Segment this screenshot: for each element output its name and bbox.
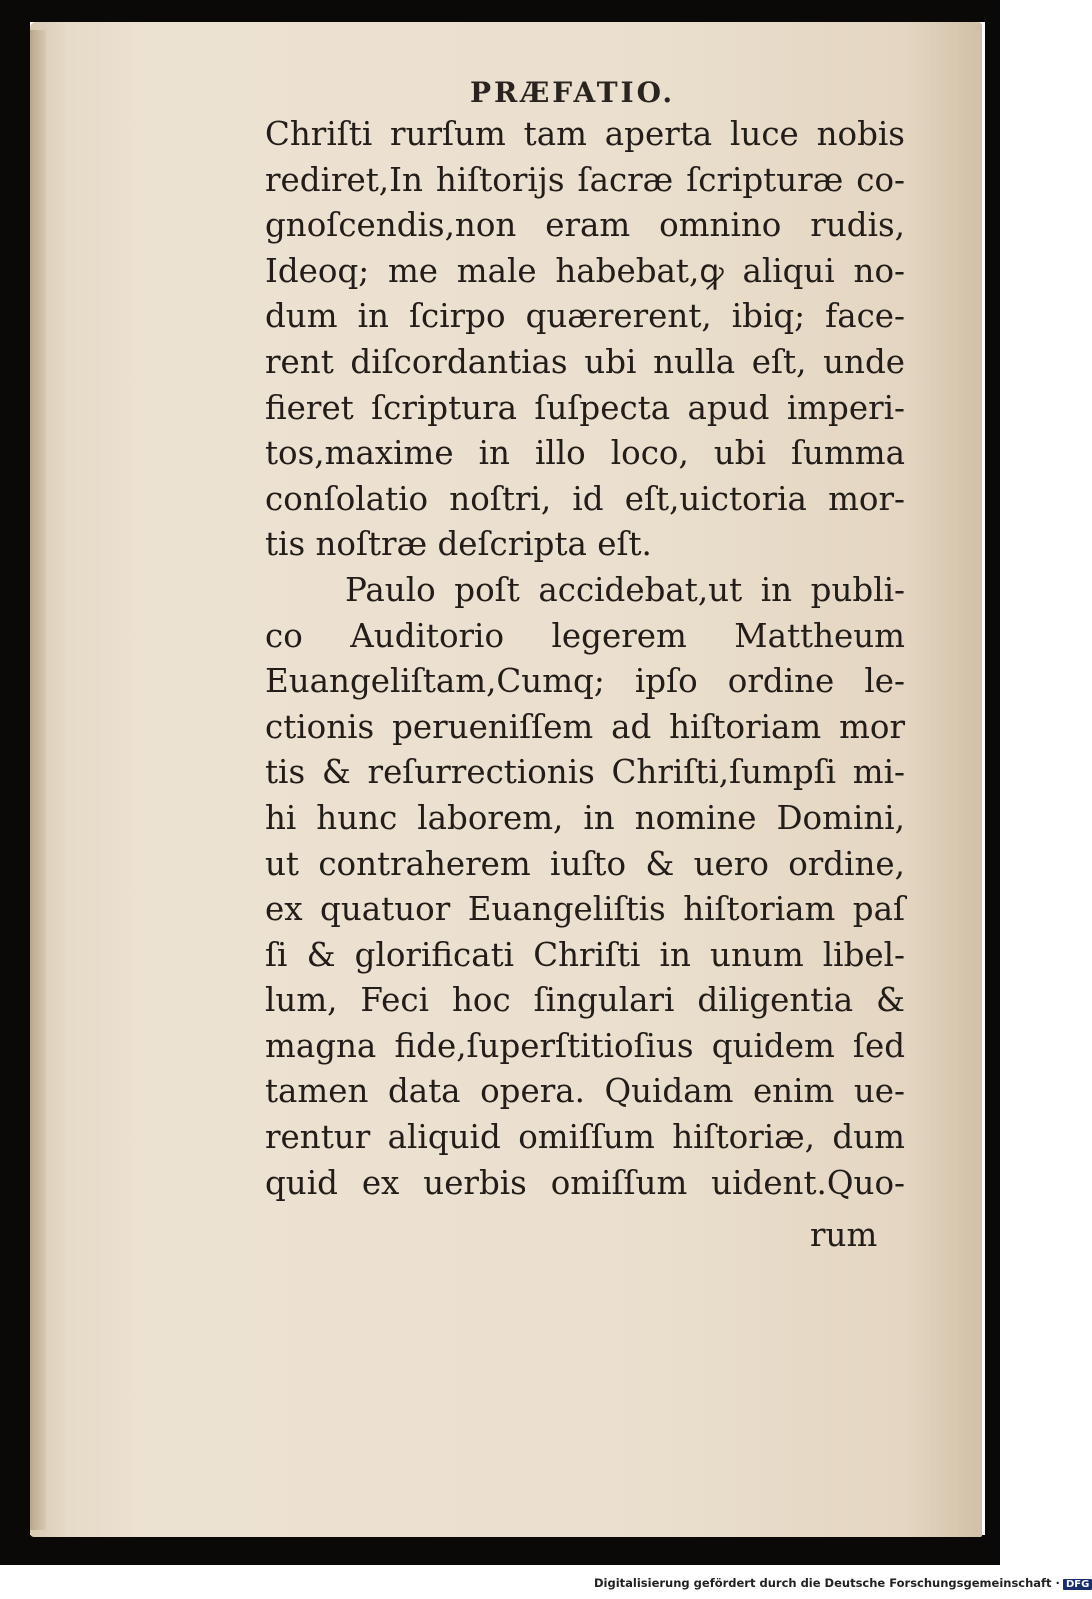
text-line: Chriſti rurſum tam aperta luce nobis <box>265 115 905 153</box>
text-line: fieret ſcriptura ſuſpecta apud imperi- <box>265 388 905 427</box>
running-head: PRÆFATIO. <box>470 76 676 109</box>
catchword: rum <box>810 1216 878 1254</box>
text-line: hi hunc laborem, in nomine Domini, <box>265 798 905 837</box>
scan-border-bottom <box>0 1535 1000 1565</box>
text-line: conſolatio noſtri, id eſt,uictoria mor- <box>265 479 905 518</box>
text-line: ctionis perueniſſem ad hiſtoriam mor <box>265 707 905 746</box>
credit-text: Digitalisierung gefördert durch die Deutsche Forschungsgemeinschaft · <box>594 1576 1060 1590</box>
text-line: tos,maxime in illo loco, ubi ſumma <box>265 434 905 473</box>
text-line: tis & reſurrectionis Chriſti,ſumpſi mi- <box>265 753 905 792</box>
text-line: co Auditorio legerem Mattheum <box>265 616 905 655</box>
text-line: lum, Feci hoc ſingulari diligentia & <box>265 981 905 1020</box>
text-line: Ideoq; me male habebat,ꝙ aliqui no- <box>265 251 905 290</box>
text-line: rentur aliquid omiſſum hiſtoriæ, dum <box>265 1118 905 1157</box>
scan-border-right <box>985 0 1000 1560</box>
scan-border-left <box>0 0 30 1560</box>
body-text <box>265 112 905 1206</box>
page-edge <box>30 30 46 1530</box>
text-line: ut contraherem iuſto & uero ordine, <box>265 844 905 883</box>
text-line: Paulo poſt accidebat,ut in publi- <box>345 570 905 609</box>
text-line: rent diſcordantias ubi nulla eſt, unde <box>265 342 905 381</box>
scan-border-top <box>0 0 1000 22</box>
digitization-credit <box>594 1576 1092 1590</box>
text-line: tamen data opera. Quidam enim ue- <box>265 1072 905 1111</box>
text-line: ſi & glorificati Chriſti in unum libel- <box>265 935 905 974</box>
text-line: gnoſcendis,non eram omnino rudis, <box>265 206 905 245</box>
text-line: magna fide,ſuperſtitioſius quidem ſed <box>265 1026 905 1065</box>
dfg-logo: DFG <box>1063 1579 1092 1590</box>
text-line: ex quatuor Euangeliſtis hiſtoriam paſ <box>265 890 905 929</box>
text-line: Euangeliſtam,Cumq; ipſo ordine le- <box>265 662 905 701</box>
text-line: quid ex uerbis omiſſum uident.Quo- <box>265 1163 905 1202</box>
text-line: rediret,In hiſtorijs ſacræ ſcripturæ co- <box>265 160 905 199</box>
text-line: tis noſtræ deſcripta eſt. <box>265 525 652 564</box>
text-line: dum in ſcirpo quærerent, ibiq; face- <box>265 297 905 336</box>
